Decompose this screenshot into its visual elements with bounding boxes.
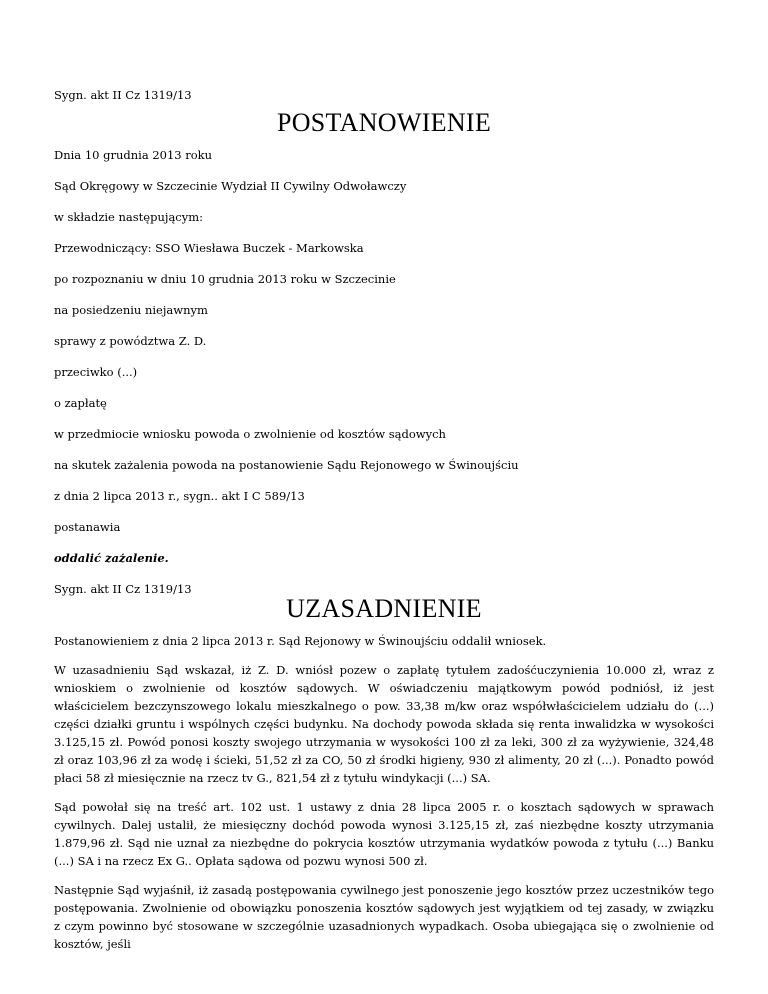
defendant: przeciwko (...)	[54, 365, 138, 379]
justification-paragraph-1: W uzasadnieniu Sąd wskazał, iż Z. D. wniósł pozew o zapłatę tytułem zadośćuczynienia 10.000 zł, wraz z wnioskiem o zwolnienie od kosztów sądowych. W oświadczeniu majątkowym powód podniósł, iż jest właścicielem bezczynszowego lokalu mieszkalnego o pow. 33,38 m/kw oraz współwłaścicielem udziału do (...) części działki gruntu i wspólnych części budynku. Na dochody powoda składa się renta inwalidzka w wysokości 3.125,15 zł. Powód ponosi koszty swojego utrzymania w wysokości 100 zł za leki, 300 zł za wyżywienie, 324,48 zł oraz 103,96 zł za wodę i ścieki, 51,52 zł za CO, 50 zł środki higieny, 930 zł alimenty, 20 zł (...). Ponadto powód płaci 58 zł miesięcznie na rzecz tv G., 821,54 zł z tytułu windykacji (...) SA.	[54, 663, 714, 785]
justification-paragraph-3: Następnie Sąd wyjaśnił, iż zasadą postępowania cywilnego jest ponoszenie jego kosztów przez uczestników tego postępowania. Zwolnienie od obowiązku ponoszenia kosztów sądowych jest wyjątkiem od tej zasady, w związku z czym powinno być stosowane w szczególnie uzasadnionych wypadkach. Osoba ubiegająca się o zwolnienie od kosztów, jeśli	[54, 883, 714, 951]
case-signature: Sygn. akt II Cz 1319/13	[54, 88, 192, 102]
case-signature-justification: Sygn. akt II Cz 1319/13	[54, 582, 192, 596]
court-name: Sąd Okręgowy w Szczecinie Wydział II Cywilny Odwoławczy	[54, 179, 407, 193]
hearing-info: po rozpoznaniu w dniu 10 grudnia 2013 roku w Szczecinie	[54, 272, 396, 286]
justification-paragraph-2: Sąd powołał się na treść art. 102 ust. 1 ustawy z dnia 28 lipca 2005 r. o kosztach sądowych w sprawach cywilnych. Dalej ustalił, że miesięczny dochód powoda wynosi 3.125,15 zł, zaś niezbędne koszty utrzymania 1.879,96 zł. Sąd nie uznał za niezbędne do pokrycia kosztów utrzymania wydatków powoda z tytułu (...) Banku (...) SA i na rzecz Ex G.. Opłata sądowa od pozwu wynosi 500 zł.	[54, 800, 714, 868]
justification-intro: Postanowieniem z dnia 2 lipca 2013 r. Sąd Rejonowy w Świnoujściu oddalił wniosek.	[54, 634, 547, 648]
session-type: na posiedzeniu niejawnym	[54, 303, 208, 317]
case-subject: o zapłatę	[54, 396, 107, 410]
appeal-description: na skutek zażalenia powoda na postanowienie Sądu Rejonowego w Świnoujściu	[54, 458, 519, 472]
matter-description: w przedmiocie wniosku powoda o zwolnienie od kosztów sądowych	[54, 427, 446, 441]
ruling-label: postanawia	[54, 520, 121, 534]
composition-label: w składzie następującym:	[54, 210, 204, 224]
justification-title: UZASADNIENIE	[286, 594, 482, 623]
document-content	[54, 88, 714, 964]
case-parties: sprawy z powództwa Z. D.	[54, 334, 207, 348]
presiding-judge: Przewodniczący: SSO Wiesława Buczek - Markowska	[54, 241, 364, 255]
ruling-text: oddalić zażalenie.	[54, 551, 169, 565]
decision-date: Dnia 10 grudnia 2013 roku	[54, 148, 213, 162]
decision-title: POSTANOWIENIE	[276, 108, 492, 137]
lower-court-reference: z dnia 2 lipca 2013 r., sygn.. akt I C 589/13	[54, 489, 305, 503]
